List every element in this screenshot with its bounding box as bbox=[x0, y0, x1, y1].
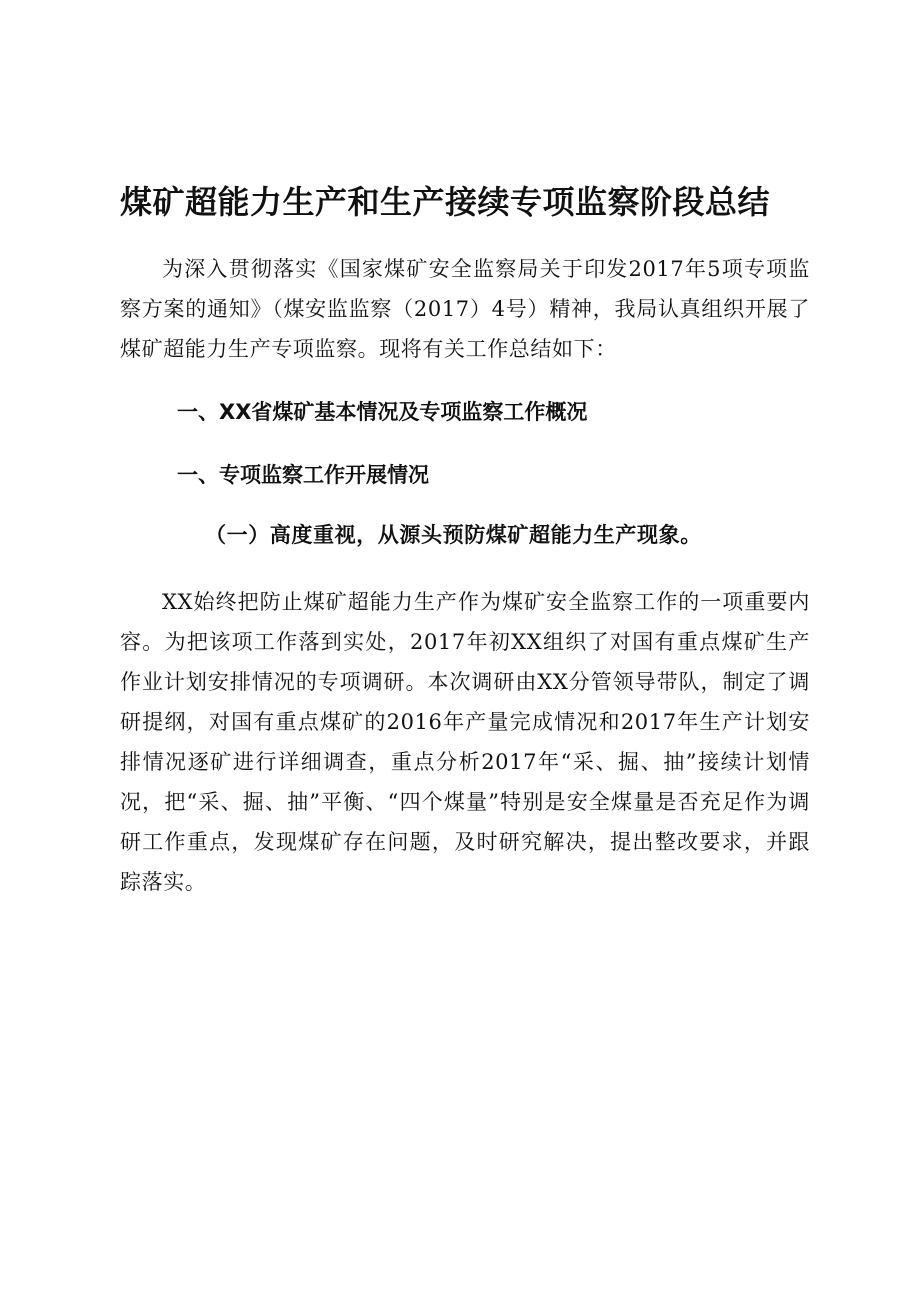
document-title: 煤矿超能力生产和生产接续专项监察阶段总结 bbox=[120, 183, 771, 221]
subsection-heading-prevention: （一）高度重视，从源头预防煤矿超能力生产现象。 bbox=[205, 522, 702, 547]
intro-paragraph: 为深入贯彻落实《国家煤矿安全监察局关于印发2017年5项专项监察方案的通知》（煤安监监察（2017）4号）精神，我局认真组织开展了煤矿超能力生产专项监察。现将有关工作总结如下： bbox=[120, 257, 810, 361]
body-paragraph: XX始终把防止煤矿超能力生产作为煤矿安全监察工作的一项重要内容。为把该项工作落到实处，2017年初XX组织了对国有重点煤矿生产作业计划安排情况的专项调研。本次调研由XX分管领导带队，制定了调研提纲，对国有重点煤矿的2016年产量完成情况和2017年生产计划安排情况逐矿进行详细调查，重点分析2017年“采、掘、抽”接续计划情况，把“采、掘、抽”平衡、“四个煤量”特别是安全煤量是否充足作为调研工作重点，发现煤矿存在问题，及时研究解决，提出整改要求，并跟踪落实。 bbox=[120, 590, 810, 894]
section-heading-work-progress: 一、专项监察工作开展情况 bbox=[177, 463, 429, 487]
section-heading-basic-info: 一、XX省煤矿基本情况及专项监察工作概况 bbox=[177, 400, 588, 424]
